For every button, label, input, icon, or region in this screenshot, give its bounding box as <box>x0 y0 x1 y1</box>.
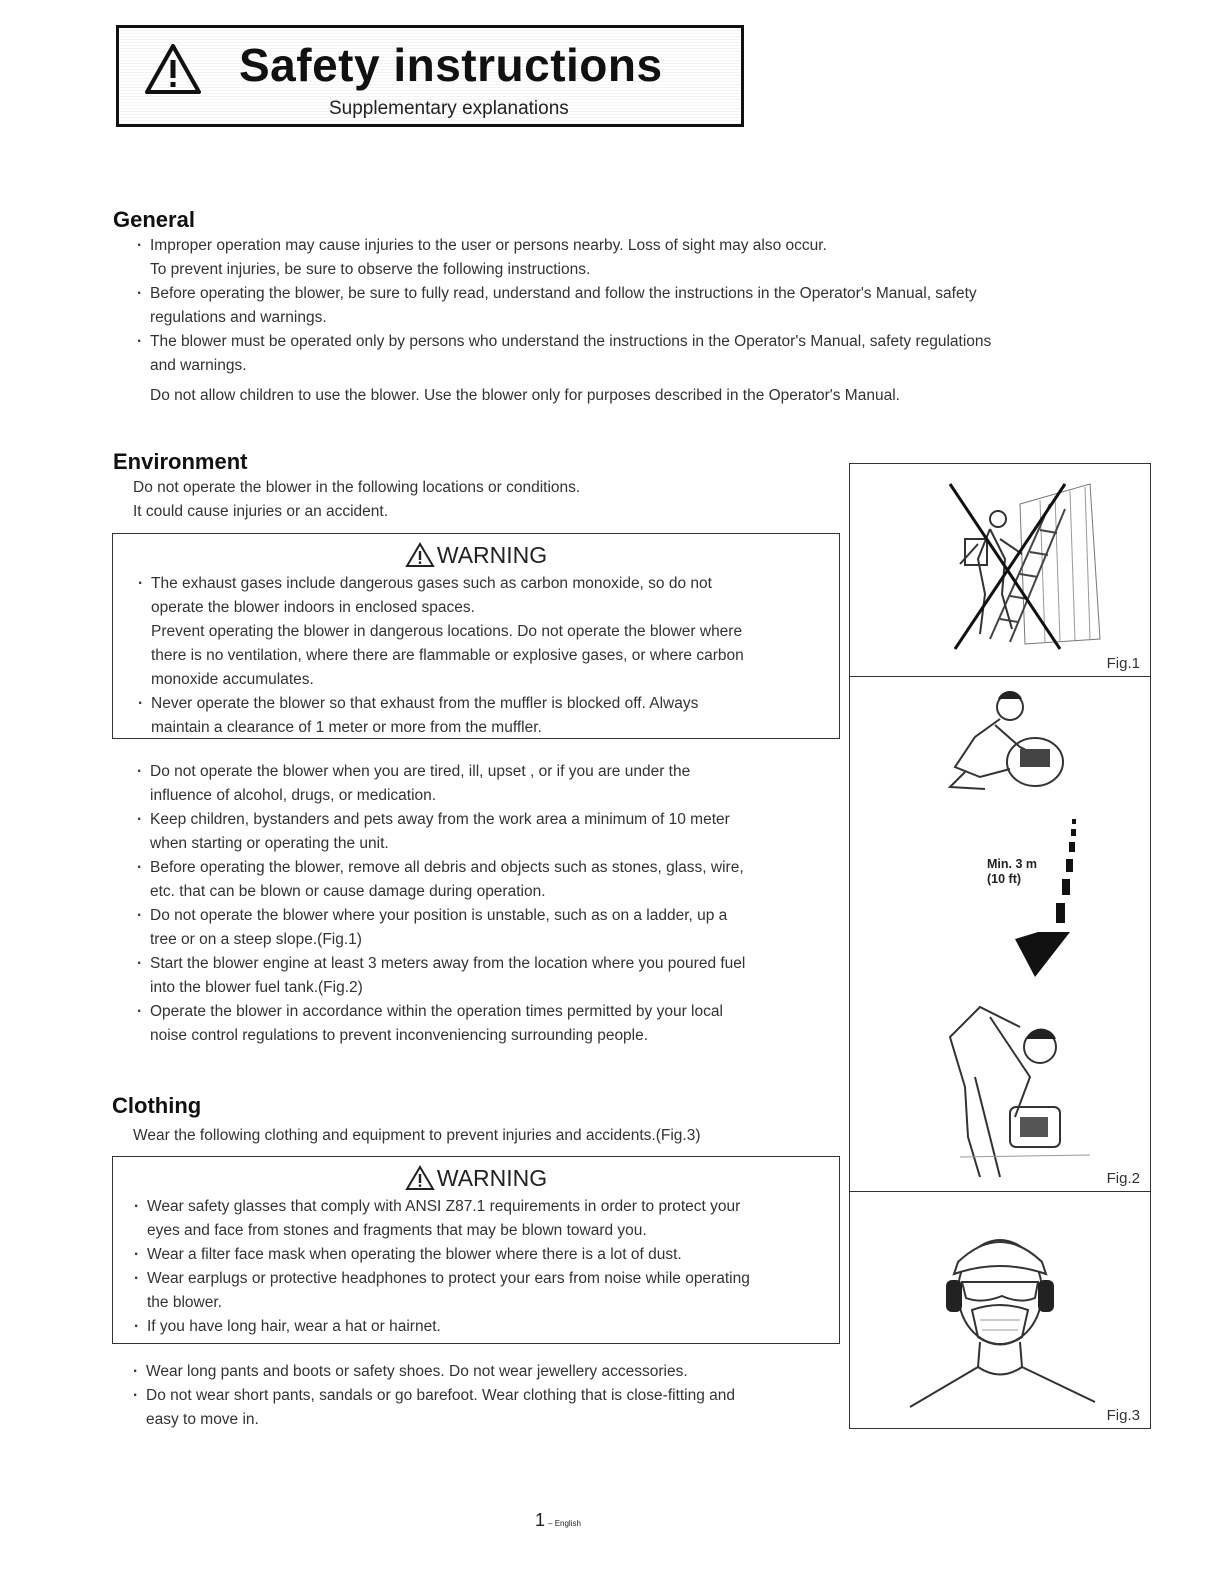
general-list <box>134 234 1134 408</box>
list-item: · Improper operation may cause injuries to the user or persons nearby. Loss of sight may also occur. <box>134 234 1134 258</box>
min-distance-meters: Min. 3 m <box>987 857 1038 871</box>
list-item: · Do not wear short pants, sandals or go barefoot. Wear clothing that is close-fitting and <box>130 1384 840 1408</box>
figure-1 <box>849 463 1151 677</box>
list-item-continuation: To prevent injuries, be sure to observe the following instructions. <box>150 261 591 278</box>
list-item: · If you have long hair, wear a hat or hairnet. <box>131 1315 837 1339</box>
list-item: · Wear long pants and boots or safety shoes. Do not wear jewellery accessories. <box>130 1360 840 1384</box>
warning-label: WARNING <box>436 542 548 568</box>
list-item-continuation: maintain a clearance of 1 meter or more from the muffler. <box>151 719 542 736</box>
warning-triangle-icon <box>405 542 435 568</box>
list-item: · The blower must be operated only by persons who understand the instructions in the Operator's Manual, safety regulations <box>134 330 1134 354</box>
environment-warning-box <box>112 533 840 739</box>
title-banner <box>116 25 744 127</box>
list-item: · Before operating the blower, remove all debris and objects such as stones, glass, wire, <box>134 856 844 880</box>
page-title: Safety instructions <box>239 39 663 91</box>
warning-triangle-icon <box>143 42 203 101</box>
list-item-continuation: operate the blower indoors in enclosed spaces. <box>151 599 475 616</box>
clothing-intro: Wear the following clothing and equipment to prevent injuries and accidents.(Fig.3) <box>133 1127 701 1144</box>
list-item: · Keep children, bystanders and pets away from the work area a minimum of 10 meter <box>134 808 844 832</box>
list-item-continuation: eyes and face from stones and fragments that may be blown toward you. <box>147 1222 647 1239</box>
page-number <box>535 1510 581 1531</box>
page-number-value: 1 <box>535 1510 546 1530</box>
list-item-continuation: monoxide accumulates. <box>151 671 314 688</box>
warning-triangle-icon <box>405 1165 435 1191</box>
min-distance-feet: (10 ft) <box>987 872 1022 886</box>
clothing-warning-box <box>112 1156 840 1344</box>
list-item-continuation: and warnings. <box>150 357 247 374</box>
list-item-continuation: regulations and warnings. <box>150 309 327 326</box>
list-item: · Never operate the blower so that exhaust from the muffler is blocked off. Always <box>135 692 831 716</box>
list-item-continuation: etc. that can be blown or cause damage during operation. <box>150 883 546 900</box>
list-item-continuation: when starting or operating the unit. <box>150 835 389 852</box>
figure-3 <box>849 1191 1151 1429</box>
list-item-continuation: there is no ventilation, where there are flammable or explosive gases, or where carbon <box>151 647 744 664</box>
figure-2 <box>849 676 1151 1192</box>
list-item: · Wear earplugs or protective headphones to protect your ears from noise while operating <box>131 1267 837 1291</box>
warning-body <box>113 1195 839 1339</box>
clothing-list <box>130 1360 840 1432</box>
warning-heading <box>113 1161 839 1195</box>
list-item-continuation: Prevent operating the blower in dangerous locations. Do not operate the blower where <box>151 623 743 640</box>
page-subtitle: Supplementary explanations <box>329 98 569 119</box>
general-note: Do not allow children to use the blower. Use the blower only for purposes described in the Operator's Manual. <box>150 387 900 404</box>
section-heading-clothing: Clothing <box>112 1093 202 1118</box>
warning-label: WARNING <box>436 1165 548 1191</box>
list-item-continuation: the blower. <box>147 1294 222 1311</box>
warning-body <box>113 572 839 740</box>
list-item-continuation: into the blower fuel tank.(Fig.2) <box>150 979 363 996</box>
figure-label: Fig.2 <box>1106 1170 1140 1187</box>
refuel-distance-illustration-icon <box>850 677 1150 1191</box>
figure-label: Fig.3 <box>1106 1407 1140 1424</box>
list-item: · Do not operate the blower where your position is unstable, such as on a ladder, up a <box>134 904 844 928</box>
section-heading-general: General <box>113 207 195 232</box>
list-item-continuation: tree or on a steep slope.(Fig.1) <box>150 931 362 948</box>
environment-intro-line: It could cause injuries or an accident. <box>133 503 389 520</box>
section-heading-environment: Environment <box>113 449 248 474</box>
protective-gear-illustration-icon <box>850 1192 1150 1428</box>
list-item: · Wear safety glasses that comply with ANSI Z87.1 requirements in order to protect your <box>131 1195 837 1219</box>
ladder-illustration-icon <box>850 464 1150 676</box>
environment-list <box>134 760 844 1048</box>
environment-intro <box>133 476 833 524</box>
list-item: · Before operating the blower, be sure to fully read, understand and follow the instructions in the Operator's Manual, safety <box>134 282 1134 306</box>
list-item: · The exhaust gases include dangerous gases such as carbon monoxide, so do not <box>135 572 831 596</box>
warning-heading <box>113 538 839 572</box>
list-item-continuation: influence of alcohol, drugs, or medication. <box>150 787 437 804</box>
list-item-continuation: noise control regulations to prevent inconveniencing surrounding people. <box>150 1027 649 1044</box>
min-distance-label <box>987 857 1037 887</box>
figure-label: Fig.1 <box>1106 655 1140 672</box>
list-item: · Wear a filter face mask when operating the blower where there is a lot of dust. <box>131 1243 837 1267</box>
list-item-continuation: easy to move in. <box>146 1411 259 1428</box>
list-item: · Do not operate the blower when you are tired, ill, upset , or if you are under the <box>134 760 844 784</box>
environment-intro-line: Do not operate the blower in the following locations or conditions. <box>133 479 581 496</box>
list-item: · Start the blower engine at least 3 meters away from the location where you poured fuel <box>134 952 844 976</box>
list-item: · Operate the blower in accordance within the operation times permitted by your local <box>134 1000 844 1024</box>
page-language: – English <box>548 1519 581 1528</box>
